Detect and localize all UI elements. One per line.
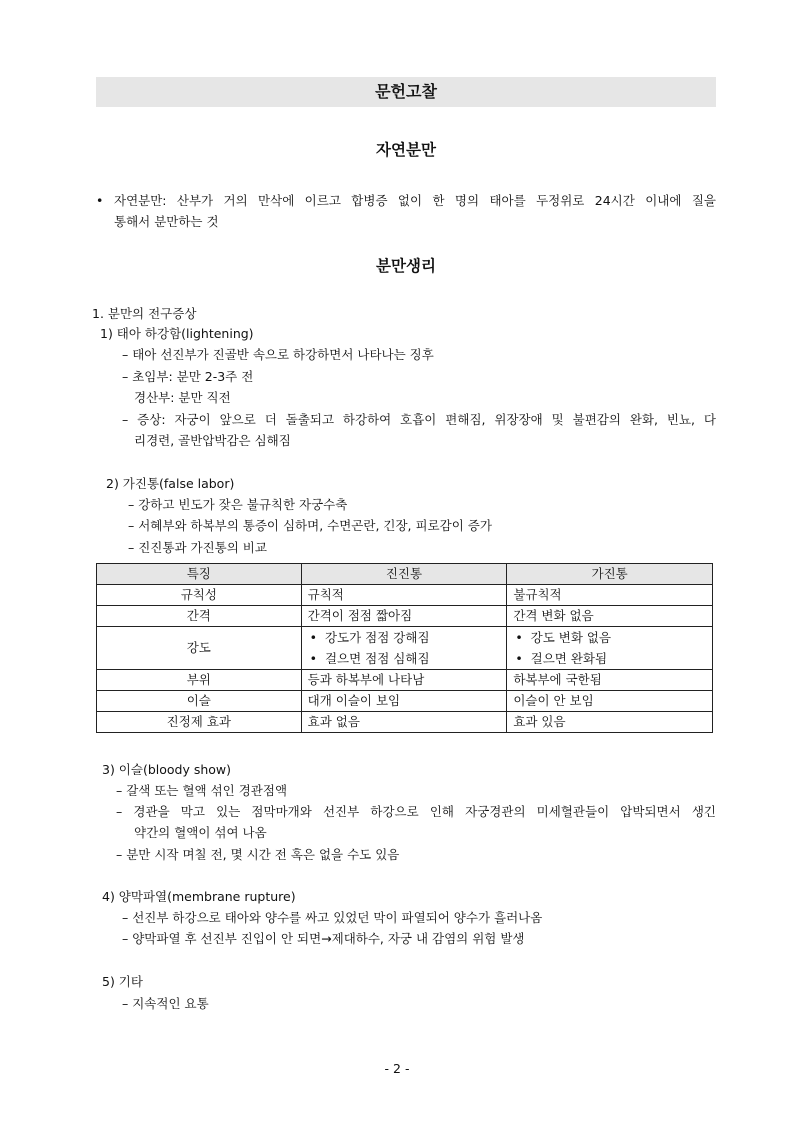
heading-natural-delivery: 자연분만 — [376, 141, 436, 159]
definition-bullet — [96, 193, 716, 209]
table-row — [97, 606, 713, 627]
lightening-title: 1) 태아 하강함(lightening) — [100, 326, 254, 341]
table-cell-true-labor — [301, 627, 507, 670]
table-cell-true-labor: 효과 없음 — [301, 712, 507, 733]
definition-line-2: 통해서 분만하는 것 — [114, 214, 219, 229]
table-cell-bullet — [507, 648, 712, 669]
bloody-show-line-4: – 분만 시작 며칠 전, 몇 시간 전 혹은 없을 수도 있음 — [116, 847, 400, 862]
definition-line-1: 자연분만: 산부가 거의 만삭에 이르고 합병증 없이 한 명의 태아를 두정위로 24시간 이내에 질을 — [114, 193, 716, 208]
table-row — [97, 691, 713, 712]
bloody-show-title: 3) 이슬(bloody show) — [102, 762, 232, 777]
table-row — [97, 627, 713, 670]
table-cell-bullet — [507, 627, 712, 648]
lightening-line-1: – 태아 선진부가 진골반 속으로 하강하면서 나타나는 징후 — [122, 347, 434, 362]
bullet-icon: • — [515, 630, 523, 645]
false-labor-line-1: – 강하고 빈도가 잦은 불규칙한 자궁수축 — [128, 497, 348, 512]
table-cell-feature: 규칙성 — [97, 585, 302, 606]
membrane-rupture-line-2: – 양막파열 후 선진부 진입이 안 되면→제대하수, 자궁 내 감염의 위험 발생 — [122, 931, 525, 946]
page-number: - 2 - — [384, 1061, 410, 1076]
false-labor-line-2: – 서혜부와 하복부의 통증이 심하며, 수면곤란, 긴장, 피로감이 증가 — [128, 518, 492, 533]
other-line-1: – 지속적인 요통 — [122, 996, 209, 1011]
heading-labor-physiology: 분만생리 — [376, 257, 436, 275]
table-cell-text: 강도가 점점 강해짐 — [324, 630, 430, 645]
table-cell-bullet — [302, 627, 507, 648]
membrane-rupture-line-1: – 선진부 하강으로 태아와 양수를 싸고 있었던 막이 파열되어 양수가 흘러나옴 — [122, 910, 543, 925]
bullet-icon: • — [309, 651, 318, 666]
page-title: 문헌고찰 — [96, 77, 716, 107]
table-cell-false-labor — [507, 627, 713, 670]
table-cell-text: 강도 변화 없음 — [530, 630, 612, 645]
table-header-row — [97, 564, 713, 585]
table-header-cell: 진진통 — [301, 564, 507, 585]
lightening-line-2: – 초임부: 분만 2-3주 전 — [122, 369, 254, 384]
table-cell-true-labor: 규칙적 — [301, 585, 507, 606]
other-title: 5) 기타 — [102, 974, 143, 989]
table-cell-feature: 진정제 효과 — [97, 712, 302, 733]
table-cell-feature: 간격 — [97, 606, 302, 627]
labor-comparison-table — [96, 563, 713, 733]
table-header-cell: 특징 — [97, 564, 302, 585]
bloody-show-line-3: 약간의 혈액이 섞여 나옴 — [134, 825, 267, 840]
table-cell-feature: 부위 — [97, 670, 302, 691]
lightening-line-3: 경산부: 분만 직전 — [134, 390, 231, 405]
table-row — [97, 712, 713, 733]
table-cell-true-labor: 간격이 점점 짧아짐 — [301, 606, 507, 627]
table-cell-false-labor: 하복부에 국한됨 — [507, 670, 713, 691]
table-cell-true-labor: 등과 하복부에 나타남 — [301, 670, 507, 691]
bullet-icon: • — [96, 193, 104, 208]
table-row — [97, 585, 713, 606]
table-header-cell: 가진통 — [507, 564, 713, 585]
table-cell-false-labor: 이슬이 안 보임 — [507, 691, 713, 712]
bullet-icon: • — [515, 651, 523, 666]
bloody-show-line-2: – 경관을 막고 있는 점막마개와 선진부 하강으로 인해 자궁경관의 미세혈관들이 압박되면서 생긴 — [116, 804, 716, 819]
table-cell-false-labor: 효과 있음 — [507, 712, 713, 733]
table-cell-feature: 강도 — [97, 627, 302, 670]
table-cell-false-labor: 간격 변화 없음 — [507, 606, 713, 627]
table-cell-feature: 이슬 — [97, 691, 302, 712]
false-labor-line-3: – 진진통과 가진통의 비교 — [128, 540, 267, 555]
table-row — [97, 670, 713, 691]
premonitory-signs-title: 1. 분만의 전구증상 — [92, 306, 197, 321]
table-cell-text: 걸으면 점점 심해짐 — [324, 651, 430, 666]
lightening-line-4: – 증상: 자궁이 앞으로 더 돌출되고 하강하여 호흡이 편해짐, 위장장애 및 불편감의 완화, 빈뇨, 다 — [122, 412, 716, 427]
table-cell-bullet — [302, 648, 507, 669]
bullet-icon: • — [309, 630, 318, 645]
false-labor-title: 2) 가진통(false labor) — [106, 476, 235, 491]
table-cell-true-labor: 대개 이슬이 보임 — [301, 691, 507, 712]
table-cell-false-labor: 불규칙적 — [507, 585, 713, 606]
membrane-rupture-title: 4) 양막파열(membrane rupture) — [102, 889, 296, 904]
lightening-line-5: 리경련, 골반압박감은 심해짐 — [134, 433, 291, 448]
bloody-show-line-1: – 갈색 또는 혈액 섞인 경관점액 — [116, 783, 288, 798]
table-cell-text: 걸으면 완화됨 — [530, 651, 608, 666]
